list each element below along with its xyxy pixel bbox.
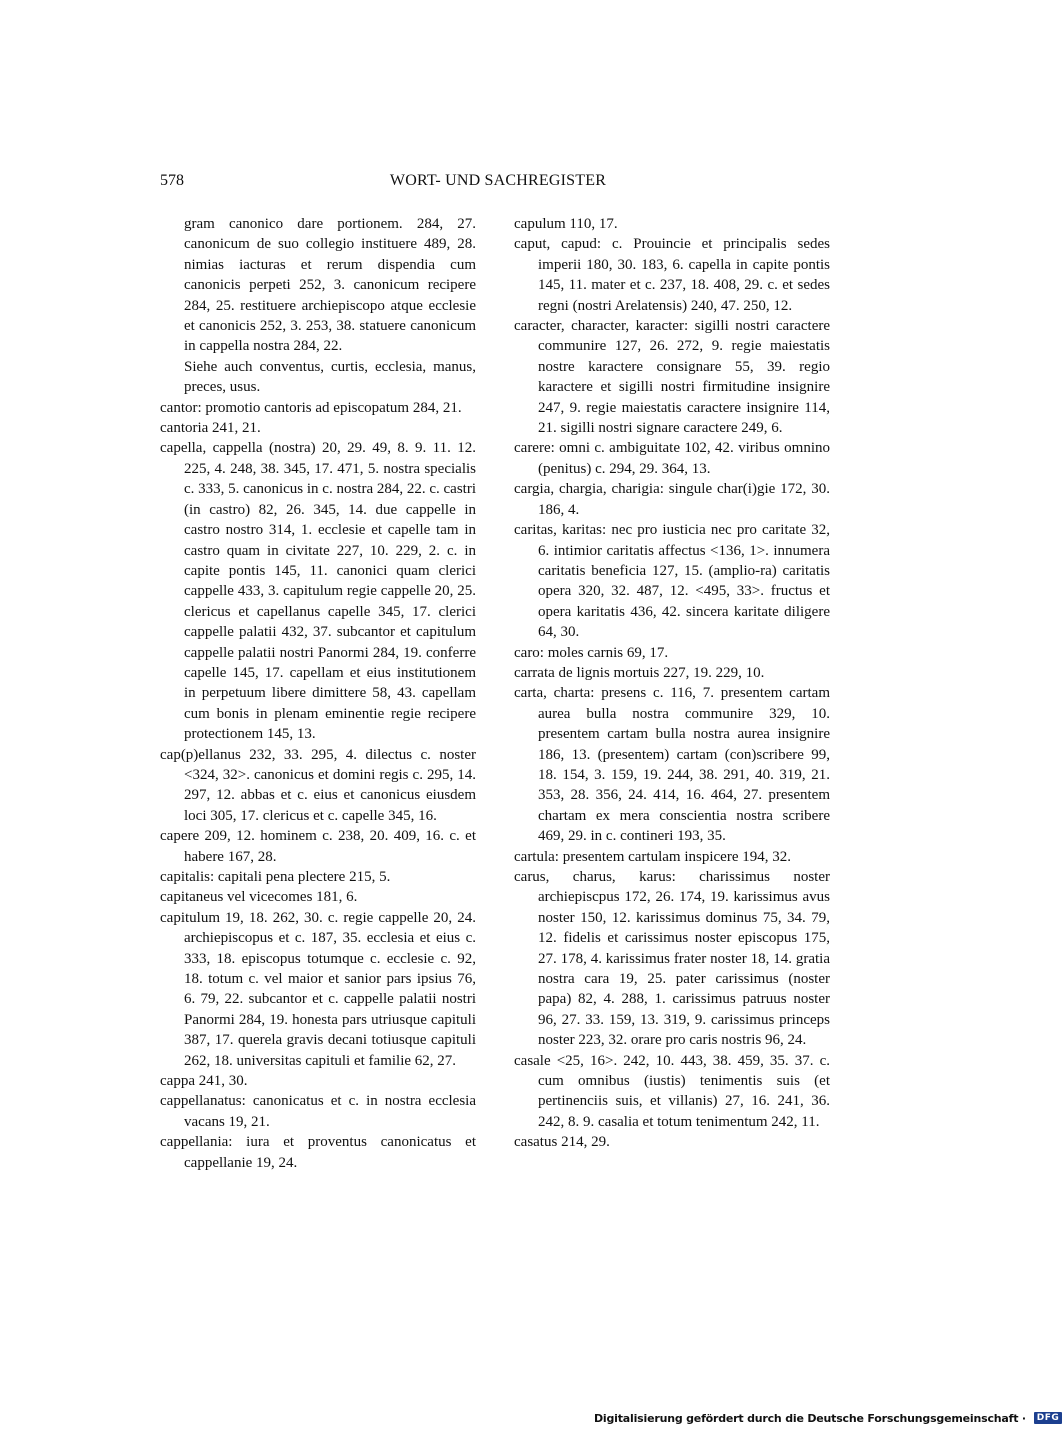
index-entry: cappellania: iura et proventus canonicatus et cappellanie 19, 24. [160, 1134, 476, 1171]
index-entry: casatus 214, 29. [514, 1134, 610, 1151]
index-entry: carus, charus, karus: charissimus noster archiepiscpus 172, 26. 174, 19. karissimus avus noster 150, 12. karissimus dominus 75, 34. 79, 12. fidelis et carissimus noster episcopus 175, 27. 178, 4. karissimus frater noster 18, 14. gratia nostra cara 19, 25. pater carissimus (noster papa) 82, 4. 288, 1. carissimus patruus noster 96, 27. 33. 159, 13. 319, 9. carissimus princeps noster 223, 32. orare pro caris nostris 96, 24. [514, 869, 830, 1049]
footer [594, 1411, 1060, 1427]
index-entry: capulum 110, 17. [514, 216, 618, 232]
index-entry: carere: omni c. ambiguitate 102, 42. viribus omnino (penitus) c. 294, 29. 364, 13. [514, 440, 830, 477]
index-entry: capitalis: capitali pena plectere 215, 5. [160, 869, 391, 885]
index-entry: cap(p)ellanus 232, 33. 295, 4. dilectus c. noster <324, 32>. canonicus et domini regis c. 295, 14. 297, 12. abbas et c. eius et canonicus eiusdem loci 305, 17. clericus et c. capelle 345, 16. [160, 746, 476, 824]
index-entry: caracter, character, karacter: sigilli nostri caractere communire 127, 26. 272, 9. regie maiestatis nostre karactere consignare 55, 39. regio karactere et sigilli nostri firmitudine insignire 247, 9. regie maiestatis caractere insignire 114, 21. sigilli nostri signare caractere 249, 6. [514, 318, 830, 437]
index-entry: gram canonico dare portionem. 284, 27. canonicum de suo collegio instituere 489, 28. nimias iacturas et rerum dispendia cum canonicis perpeti 252, 3. canonicum recipere 284, 25. restituere archiepiscopo atque ecclesie et canonicis 252, 3. 253, 38. statuere canonicum in cappella nostra 284, 22. [184, 216, 476, 355]
index-entry: capitulum 19, 18. 262, 30. c. regie cappelle 20, 24. archiepiscopus et c. 187, 35. ecclesia et eius c. 333, 18. episcopus totumque c. ecclesie c. 92, 18. totum c. vel maior et sanior pars ipsius 76, 6. 79, 22. subcantor et c. cappelle palatii nostri Panormi 284, 19. honesta pars utriusque capituli 387, 17. querela gravis decani totiusque capituli 262, 18. universitas capituli et familie 62, 27. [160, 909, 476, 1069]
left-column [160, 214, 476, 1173]
index-entry: cappellanatus: canonicatus et c. in nostra ecclesia vacans 19, 21. [160, 1093, 476, 1130]
page-header [160, 172, 836, 194]
index-entry: capitaneus vel vicecomes 181, 6. [160, 889, 358, 906]
index-entry: cantoria 241, 21. [160, 420, 261, 437]
index-entry: capere 209, 12. hominem c. 238, 20. 409, 16. c. et habere 167, 28. [160, 828, 476, 865]
index-entry: cargia, chargia, charigia: singule char(i)gie 172, 30. 186, 4. [514, 481, 830, 518]
page-number: 578 [160, 172, 184, 189]
footer-text: Digitalisierung gefördert durch die Deutsche Forschungsgemeinschaft · [594, 1411, 1026, 1425]
index-entry: caro: moles carnis 69, 17. [514, 644, 669, 661]
cross-reference-note: Siehe auch conventus, curtis, ecclesia, manus, preces, usus. [184, 358, 476, 396]
dfg-logo: DFG [1034, 1412, 1062, 1424]
index-entry: caput, capud: c. Prouincie et principalis sedes imperii 180, 30. 183, 6. capella in capite pontis 145, 11. mater et c. 237, 18. 408, 29. c. et sedes regni (nostri Arelatensis) 240, 47. 250, 12. [514, 236, 830, 314]
index-entry: cartula: presentem cartulam inspicere 194, 32. [514, 848, 791, 865]
index-entry: carrata de lignis mortuis 227, 19. 229, 10. [514, 664, 765, 681]
index-entry: cappa 241, 30. [160, 1073, 248, 1090]
index-entry: cantor: promotio cantoris ad episcopatum 284, 21. [160, 399, 462, 416]
running-title: WORT- UND SACHREGISTER [389, 172, 607, 189]
index-entry: capella, cappella (nostra) 20, 29. 49, 8. 9. 11. 12. 225, 4. 248, 38. 345, 17. 471, 5. nostra specialis c. 333, 5. canonicus in c. nostra 284, 22. c. castri (in castro) 82, 26. 345, 14. due cappelle in castro nostro 314, 1. ecclesie et capelle tam in castro quam in civitate 227, 10. 229, 2. c. in capite pontis 145, 11. canonici quam clerici cappelle 433, 3. capitulum regie cappelle 20, 25. clericus et capellanus capelle 345, 17. clerici cappelle palatii 432, 37. subcantor et capitulum cappelle palatii nostri Panormi 284, 19. conferre capelle 145, 17. capellam et eius institutionem in perpetuum libere dimittere 58, 43. capellam cum bonis in plenam eminentie regie recipere protectionem 145, 13. [160, 440, 477, 743]
index-entry: carta, charta: presens c. 116, 7. presentem cartam aurea bulla nostra communire 329, 10. presentem cartam bulla nostra aurea insignire 186, 13. (presentem) cartam (con)scribere 99, 18. 154, 3. 159, 19. 244, 38. 291, 40. 319, 21. 353, 28. 356, 24. 414, 16. 464, 27. presentem chartam ex mera conscientia nostra scribere 469, 29. in c. contineri 193, 35. [514, 685, 830, 845]
index-entry: caritas, karitas: nec pro iusticia nec pro caritate 32, 6. intimior caritatis affectus <136, 1>. innumera caritatis beneficia 127, 15. (amplio-ra) caritatis opera 320, 32. 487, 12. <495, 33>. fructus et opera karitatis 436, 42. sincera karitate diligere 64, 30. [514, 522, 830, 641]
index-entry: casale <25, 16>. 242, 10. 443, 38. 459, 35. 37. c. cum omnibus (iustis) tenimentis suis (et pertinenciis suis, et villanis) 27, 16. 241, 36. 242, 8. 9. casalia et totum tenimentum 242, 11. [514, 1052, 830, 1130]
right-column [514, 214, 830, 1153]
